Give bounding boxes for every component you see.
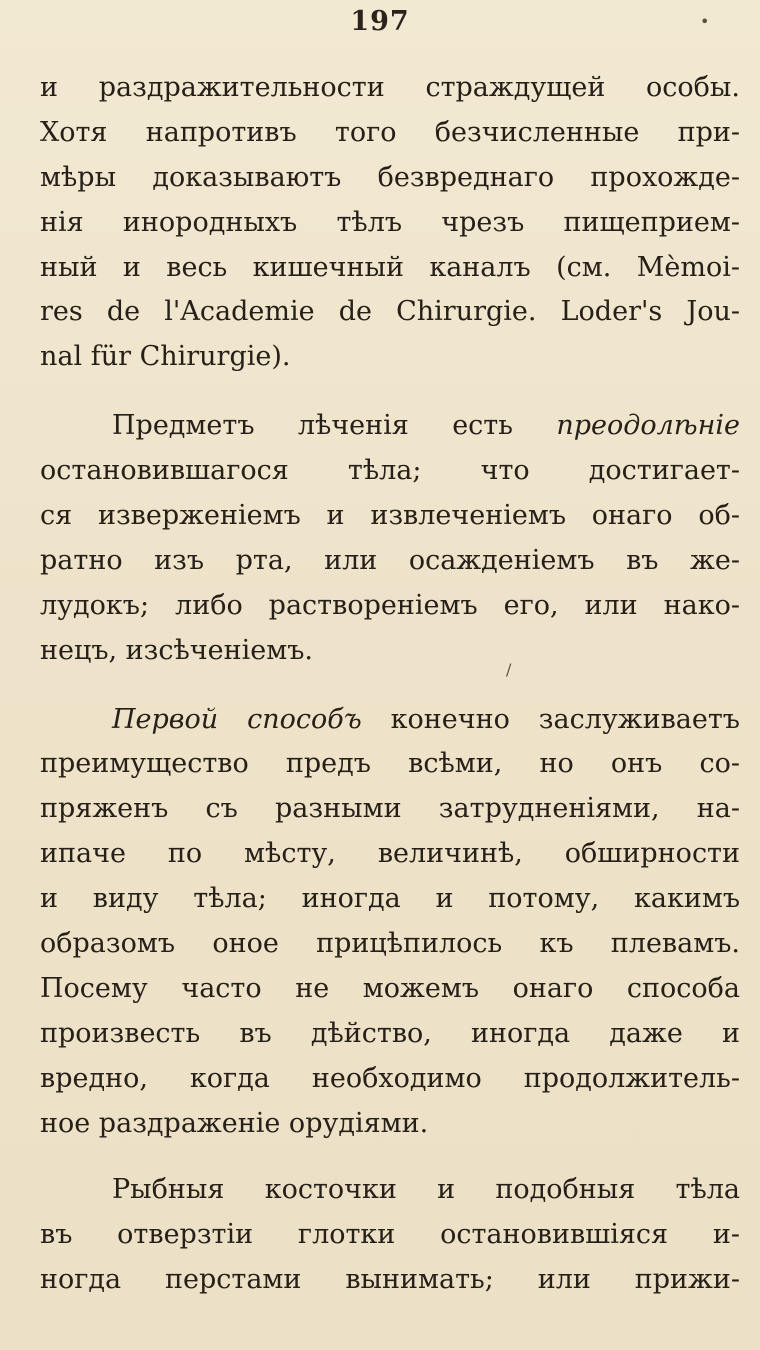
text-line: Рыбныя косточки и подобныя тѣла (112, 1174, 740, 1206)
paragraph-gap (40, 380, 740, 404)
text-line: ное раздраженіе орудіями. (40, 1107, 429, 1139)
text-line: ся изверженіемъ и извлеченіемъ онаго об- (40, 500, 740, 532)
paragraph-gap (40, 674, 740, 698)
page-number: 197 (350, 6, 410, 37)
ink-speck: / (506, 660, 512, 679)
text-line: вредно, когда необходимо продолжитель- (40, 1062, 740, 1094)
text-line: въ отверзтіи глотки остановившіяся и- (40, 1219, 740, 1251)
paragraph (40, 66, 740, 380)
text-line: ипаче по мѣсту, величинѣ, обширности (40, 838, 740, 870)
text-column (40, 66, 740, 1303)
text-line: Хотя напротивъ того безчисленные при- (40, 116, 740, 148)
text-run: конечно заслуживаетъ (361, 703, 740, 735)
paragraph-gap (40, 1146, 740, 1168)
text-line: преимущество предъ всѣми, но онъ со- (40, 748, 740, 780)
text-line: res de l'Academie de Chirurgie. Loder's Jou- (40, 296, 740, 328)
text-line: и раздражительности страждущей особы. (40, 72, 740, 103)
text-line: образомъ оное прицѣпилось къ плевамъ. (40, 928, 740, 960)
text-line: Посему часто не можемъ онаго способа (40, 972, 740, 1004)
text-line: nal für Chirurgie). (40, 341, 291, 373)
emphasized-text: Первой способъ (112, 703, 362, 735)
ink-speck: • (700, 12, 710, 31)
text-line: нецъ, изсѣченіемъ. (40, 634, 314, 666)
text-line (40, 698, 740, 743)
text-line: ный и весь кишечный каналъ (см. Mèmoi- (40, 251, 740, 283)
text-line: остановившагося тѣла; что достигает- (40, 455, 740, 487)
text-line: и виду тѣла; иногда и потому, какимъ (40, 883, 740, 915)
text-line: лудокъ; либо раствореніемъ его, или нако- (40, 589, 740, 621)
paragraph (40, 1168, 740, 1303)
text-line: ратно изъ рта, или осажденіемъ въ же- (40, 544, 740, 576)
text-line: произвесть въ дѣйство, иногда даже и (40, 1017, 740, 1049)
text-line: пряженъ съ разными затрудненіями, на- (40, 793, 740, 825)
text-line: мѣры доказываютъ безвреднаго прохожде- (40, 161, 740, 193)
paragraph (40, 404, 740, 673)
text-run: Предметъ лѣченія есть (112, 410, 557, 442)
text-line: ногда перстами вынимать; или прижи- (40, 1264, 740, 1296)
emphasized-text: преодолѣніе (556, 410, 740, 442)
paragraph (40, 698, 740, 1147)
text-line: нія инородныхъ тѣлъ чрезъ пищеприем- (40, 206, 740, 238)
text-line (40, 404, 740, 449)
